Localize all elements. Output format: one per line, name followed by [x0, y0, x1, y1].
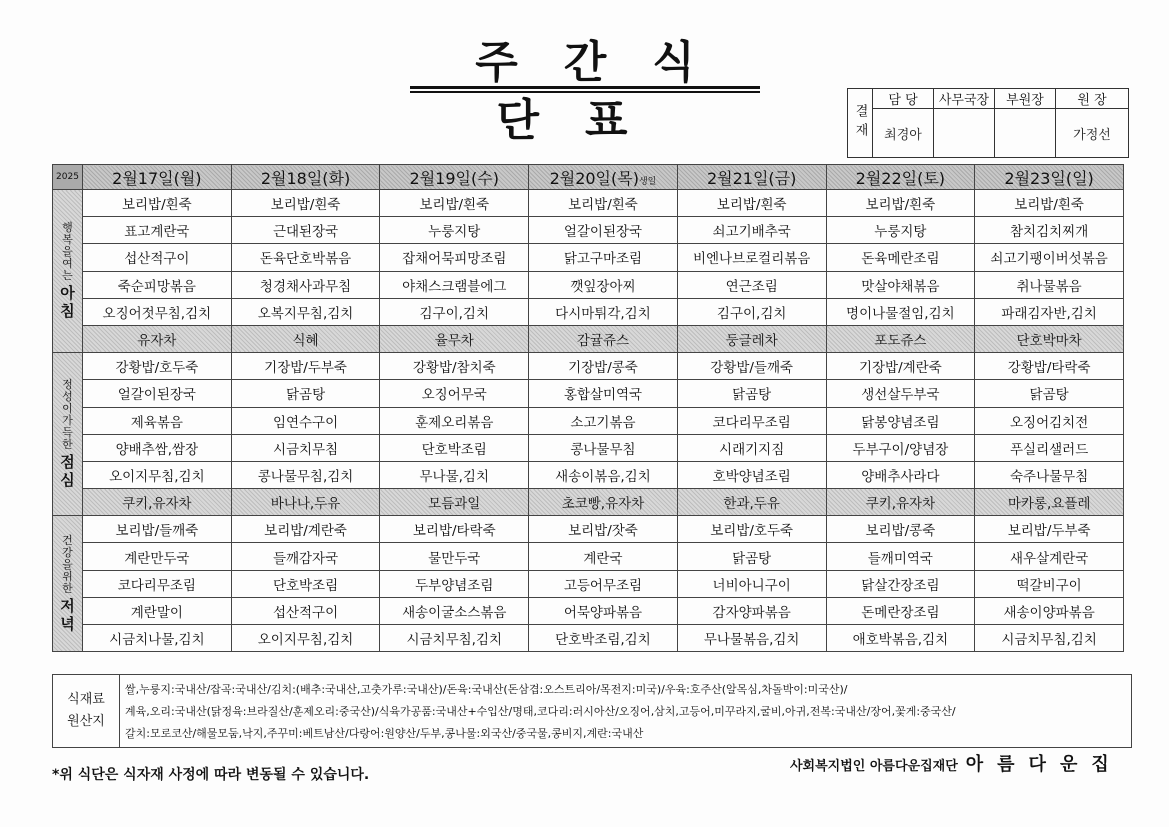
- menu-item: 보리밥/흰죽: [83, 190, 232, 217]
- snack-item: 포도쥬스: [826, 325, 975, 352]
- menu-item: 기장밥/콩죽: [529, 353, 678, 380]
- menu-item: 양배추사라다: [826, 461, 975, 488]
- menu-item: 두부양념조림: [380, 570, 529, 597]
- day-header: 2월18일(화): [231, 165, 380, 190]
- menu-item: 시금치무침,김치: [380, 625, 529, 652]
- menu-item: 너비아니구이: [677, 570, 826, 597]
- snack-row: [53, 489, 1124, 516]
- menu-item: 콩나물무침,김치: [231, 461, 380, 488]
- menu-row: [53, 570, 1124, 597]
- menu-item: 돈육메란조림: [826, 244, 975, 271]
- menu-row: [53, 353, 1124, 380]
- menu-item: 오복지무침,김치: [231, 298, 380, 325]
- approval-signature: [934, 109, 995, 158]
- menu-item: 섭산적구이: [231, 597, 380, 624]
- menu-item: 새송이볶음,김치: [529, 461, 678, 488]
- approval-signature: [995, 109, 1056, 158]
- meal-subtitle: 건강을위한: [62, 533, 73, 595]
- menu-item: 새송이양파볶음: [975, 597, 1124, 624]
- menu-item: 참치김치찌개: [975, 217, 1124, 244]
- menu-item: 쇠고기팽이버섯볶음: [975, 244, 1124, 271]
- meal-label: [53, 535, 82, 633]
- origin-box: [52, 674, 1132, 748]
- birthday-note: 생일: [638, 176, 657, 187]
- snack-item: 쿠키,유자차: [83, 489, 232, 516]
- menu-item: 김구이,김치: [677, 298, 826, 325]
- menu-item: 홍합살미역국: [529, 380, 678, 407]
- menu-item: 새우살계란국: [975, 543, 1124, 570]
- menu-item: 근대된장국: [231, 217, 380, 244]
- meal-label-cell: [53, 353, 83, 516]
- menu-item: 보리밥/계란죽: [231, 516, 380, 543]
- menu-item: 코다리무조림: [83, 570, 232, 597]
- menu-row: [53, 461, 1124, 488]
- menu-item: 닭고구마조림: [529, 244, 678, 271]
- menu-item: 단호박조림: [231, 570, 380, 597]
- menu-item: 소고기볶음: [529, 407, 678, 434]
- menu-item: 계란만두국: [83, 543, 232, 570]
- menu-item: 오징어무국: [380, 380, 529, 407]
- menu-item: 시금치무침,김치: [975, 625, 1124, 652]
- menu-item: 훈제오리볶음: [380, 407, 529, 434]
- notice-text: *위 식단은 식자재 사정에 따라 변동될 수 있습니다.: [52, 767, 370, 783]
- menu-item: 강황밥/참치죽: [380, 353, 529, 380]
- snack-item: 모듬과일: [380, 489, 529, 516]
- menu-item: 청경채사과무침: [231, 271, 380, 298]
- menu-row: [53, 597, 1124, 624]
- day-header-text: 2월20일(목): [549, 168, 639, 188]
- origin-line: 쌀,누룽지:국내산/잡곡:국내산/김치:(배추:국내산,고춧가루:국내산)/돈육:국내산(돈삼겹:오스트리아/목전지:미국)/우육:호주산(알목심,차돌박이:미국산)/: [125, 683, 848, 696]
- day-header: [529, 165, 678, 190]
- menu-item: 애호박볶음,김치: [826, 625, 975, 652]
- menu-item: 무나물볶음,김치: [677, 625, 826, 652]
- menu-item: 시금치나물,김치: [83, 625, 232, 652]
- approval-side-label: 결재: [848, 89, 873, 158]
- snack-item: 둥글레차: [677, 325, 826, 352]
- menu-item: 푸실리샐러드: [975, 434, 1124, 461]
- menu-item: 연근조림: [677, 271, 826, 298]
- menu-item: 누룽지탕: [826, 217, 975, 244]
- menu-row: [53, 516, 1124, 543]
- snack-item: 한과,두유: [677, 489, 826, 516]
- snack-item: 마카롱,요플레: [975, 489, 1124, 516]
- menu-item: 물만두국: [380, 543, 529, 570]
- page-title: 주간식단표: [475, 37, 741, 146]
- menu-item: 깻잎장아찌: [529, 271, 678, 298]
- menu-item: 오이지무침,김치: [83, 461, 232, 488]
- organization: [790, 750, 1123, 776]
- menu-item: 호박양념조림: [677, 461, 826, 488]
- meal-title: 아침: [60, 284, 75, 321]
- menu-item: 맛살야채볶음: [826, 271, 975, 298]
- menu-item: 비엔나브로컬리볶음: [677, 244, 826, 271]
- menu-item: 숙주나물무침: [975, 461, 1124, 488]
- day-header-row: [53, 165, 1124, 190]
- menu-row: [53, 625, 1124, 652]
- menu-item: 닭곰탕: [231, 380, 380, 407]
- menu-item: 어묵양파볶음: [529, 597, 678, 624]
- menu-item: 강황밥/들깨죽: [677, 353, 826, 380]
- meal-label: [53, 379, 82, 489]
- menu-item: 무나물,김치: [380, 461, 529, 488]
- title-underline: [410, 86, 760, 89]
- menu-row: [53, 543, 1124, 570]
- menu-item: 오이지무침,김치: [231, 625, 380, 652]
- approval-role: 원 장: [1056, 89, 1129, 109]
- menu-row: [53, 434, 1124, 461]
- menu-item: 취나물볶음: [975, 271, 1124, 298]
- menu-item: 보리밥/잣죽: [529, 516, 678, 543]
- menu-item: 야채스크램블에그: [380, 271, 529, 298]
- approval-role: 담 당: [873, 89, 934, 109]
- menu-item: 단호박조림,김치: [529, 625, 678, 652]
- menu-row: [53, 244, 1124, 271]
- meal-label: [53, 222, 82, 320]
- menu-item: 새송이굴소스볶음: [380, 597, 529, 624]
- day-header: 2월19일(수): [380, 165, 529, 190]
- menu-item: 오징어젓무침,김치: [83, 298, 232, 325]
- year-cell: 2025: [53, 165, 83, 190]
- weekly-menu-table: [52, 164, 1124, 652]
- menu-item: 김구이,김치: [380, 298, 529, 325]
- origin-label-top: 식재료: [67, 692, 105, 707]
- origin-label-bottom: 원산지: [67, 714, 105, 729]
- menu-item: 보리밥/흰죽: [529, 190, 678, 217]
- menu-item: 닭곰탕: [975, 380, 1124, 407]
- meal-label-cell: [53, 516, 83, 652]
- meal-subtitle: 행복을여는: [62, 221, 73, 283]
- menu-item: 돈육단호박볶음: [231, 244, 380, 271]
- snack-item: 바나나,두유: [231, 489, 380, 516]
- origin-line: 갈치:모로코산/해물모둠,낙지,주꾸미:베트남산/다랑어:원양산/두부,콩나물:외국산/중국물,콩비지,계란:국내산: [125, 727, 644, 740]
- menu-item: 시래기지짐: [677, 434, 826, 461]
- approval-signature: 가정선: [1056, 109, 1129, 158]
- approval-role: 부원장: [995, 89, 1056, 109]
- menu-item: 보리밥/타락죽: [380, 516, 529, 543]
- snack-item: 유자차: [83, 325, 232, 352]
- meal-title: 저녁: [60, 596, 75, 633]
- menu-item: 파래김자반,김치: [975, 298, 1124, 325]
- menu-item: 잡채어묵피망조림: [380, 244, 529, 271]
- menu-item: 보리밥/호두죽: [677, 516, 826, 543]
- menu-item: 얼갈이된장국: [529, 217, 678, 244]
- menu-item: 보리밥/두부죽: [975, 516, 1124, 543]
- menu-item: 감자양파볶음: [677, 597, 826, 624]
- menu-row: [53, 271, 1124, 298]
- menu-item: 강황밥/타락죽: [975, 353, 1124, 380]
- snack-item: 단호박마차: [975, 325, 1124, 352]
- menu-item: 닭살간장조림: [826, 570, 975, 597]
- menu-item: 보리밥/흰죽: [677, 190, 826, 217]
- menu-item: 돈메란장조림: [826, 597, 975, 624]
- menu-item: 닭봉양념조림: [826, 407, 975, 434]
- menu-item: 보리밥/흰죽: [380, 190, 529, 217]
- menu-item: 쇠고기배추국: [677, 217, 826, 244]
- menu-item: 기장밥/계란죽: [826, 353, 975, 380]
- snack-item: 율무차: [380, 325, 529, 352]
- approval-table: [847, 88, 1129, 158]
- menu-item: 보리밥/흰죽: [231, 190, 380, 217]
- menu-item: 들깨감자국: [231, 543, 380, 570]
- snack-item: 초코빵,유자차: [529, 489, 678, 516]
- day-header: 2월22일(토): [826, 165, 975, 190]
- snack-row: [53, 325, 1124, 352]
- menu-item: 떡갈비구이: [975, 570, 1124, 597]
- menu-item: 양배추쌈,쌈장: [83, 434, 232, 461]
- menu-item: 강황밥/호두죽: [83, 353, 232, 380]
- approval-role: 사무국장: [934, 89, 995, 109]
- menu-item: 다시마튀각,김치: [529, 298, 678, 325]
- menu-item: 보리밥/흰죽: [975, 190, 1124, 217]
- meal-label-cell: [53, 190, 83, 353]
- menu-item: 표고계란국: [83, 217, 232, 244]
- snack-item: 감귤쥬스: [529, 325, 678, 352]
- menu-item: 계란국: [529, 543, 678, 570]
- menu-item: 보리밥/콩죽: [826, 516, 975, 543]
- menu-item: 단호박조림: [380, 434, 529, 461]
- menu-item: 닭곰탕: [677, 380, 826, 407]
- menu-item: 닭곰탕: [677, 543, 826, 570]
- menu-row: [53, 217, 1124, 244]
- menu-item: 오징어김치전: [975, 407, 1124, 434]
- menu-item: 고등어무조림: [529, 570, 678, 597]
- day-header: 2월17일(월): [83, 165, 232, 190]
- menu-item: 두부구이/양념장: [826, 434, 975, 461]
- day-header: 2월23일(일): [975, 165, 1124, 190]
- snack-item: 식혜: [231, 325, 380, 352]
- menu-item: 명이나물절임,김치: [826, 298, 975, 325]
- menu-item: 생선살두부국: [826, 380, 975, 407]
- menu-item: 보리밥/들깨죽: [83, 516, 232, 543]
- meal-title: 점심: [60, 453, 75, 490]
- menu-item: 얼갈이된장국: [83, 380, 232, 407]
- menu-row: [53, 380, 1124, 407]
- menu-item: 코다리무조림: [677, 407, 826, 434]
- menu-item: 섭산적구이: [83, 244, 232, 271]
- origin-line: 계육,오리:국내산(닭정육:브라질산/훈제오리:중국산)/식육가공품:국내산+수입산/명태,코다리:러시아산/오징어,삼치,고등어,미꾸라지,굴비,아귀,전복:국내산/장어,꽃게:중국산/: [125, 705, 956, 718]
- menu-item: 들깨미역국: [826, 543, 975, 570]
- menu-item: 죽순피망볶음: [83, 271, 232, 298]
- menu-row: [53, 190, 1124, 217]
- menu-item: 보리밥/흰죽: [826, 190, 975, 217]
- menu-item: 제육볶음: [83, 407, 232, 434]
- snack-item: 쿠키,유자차: [826, 489, 975, 516]
- menu-item: 시금치무침: [231, 434, 380, 461]
- menu-row: [53, 298, 1124, 325]
- menu-item: 임연수구이: [231, 407, 380, 434]
- organization-prefix: 사회복지법인 아름다운집재단: [790, 759, 958, 774]
- title-underline-secondary: [410, 91, 760, 93]
- menu-item: 누룽지탕: [380, 217, 529, 244]
- menu-item: 기장밥/두부죽: [231, 353, 380, 380]
- approval-signature: 최경아: [873, 109, 934, 158]
- menu-row: [53, 407, 1124, 434]
- meal-subtitle: 정성이가득한: [62, 378, 73, 452]
- organization-name: 아름다운집: [965, 754, 1123, 775]
- day-header: 2월21일(금): [677, 165, 826, 190]
- origin-text: [125, 679, 1125, 745]
- menu-item: 콩나물무침: [529, 434, 678, 461]
- origin-label: [53, 675, 120, 747]
- menu-item: 계란말이: [83, 597, 232, 624]
